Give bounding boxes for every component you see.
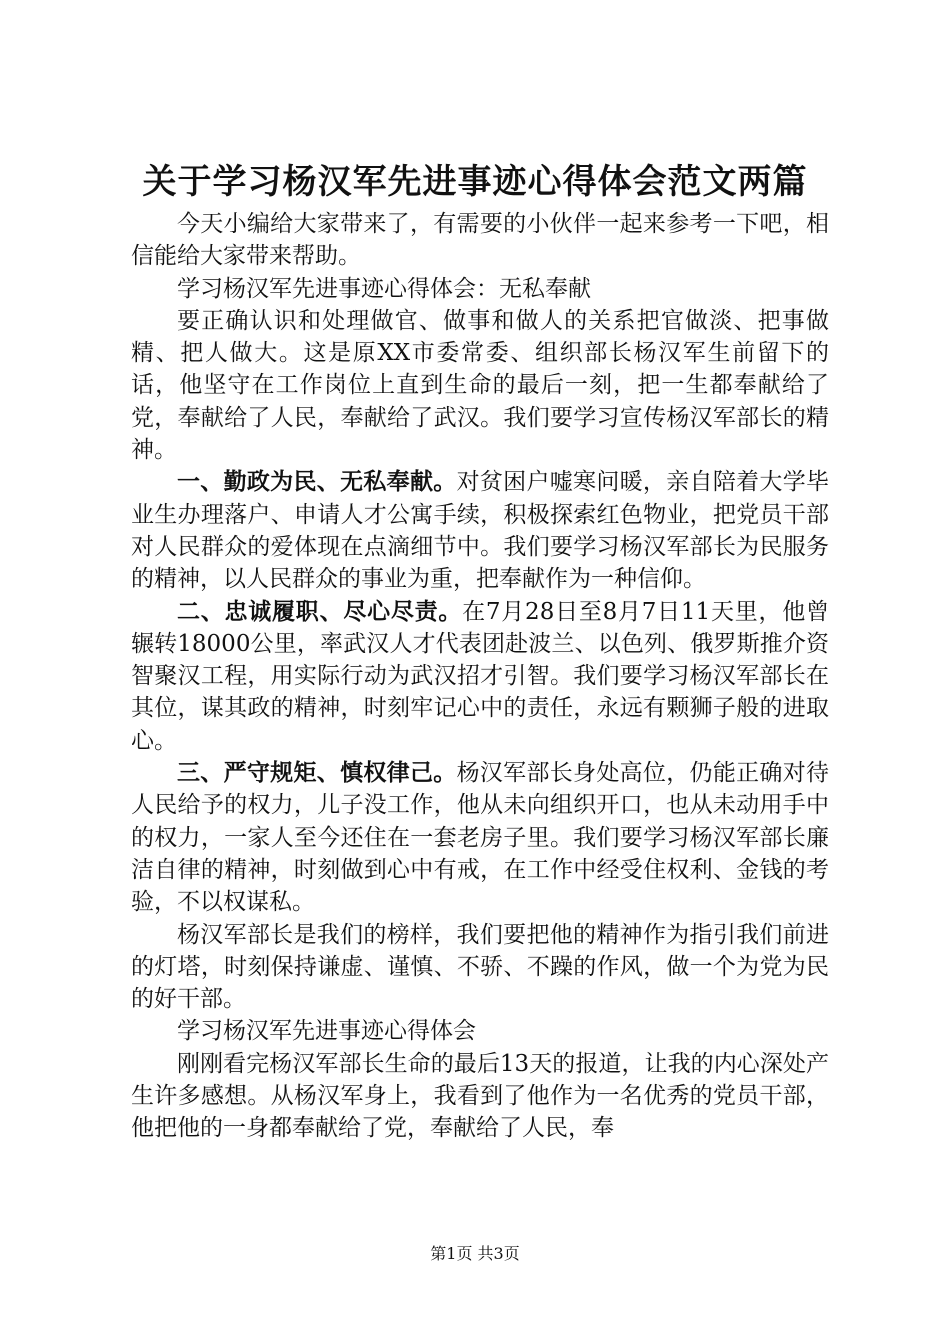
point-paragraph-2 [131,596,829,757]
paragraph-text: 学习杨汉军先进事迹心得体会：无私奉献 [177,275,591,302]
point-paragraph-3 [131,757,829,918]
intro-paragraph [131,208,829,273]
paragraph-text: 要正确认识和处理做官、做事和做人的关系把官做淡、把事做精、把人做大。这是原XX市委常委、组织部长杨汉军生前留下的话，他坚守在工作岗位上直到生命的最后一刻，把一生都奉献给了党，奉献给了人民，奉献给了武汉。我们要学习宣传杨汉军部长的精神。 [131,307,829,464]
paragraph-text: 对贫困户嘘寒问暖，亲自陪着大学毕业生办理落户、申请人才公寓手续，积极探索红色物业，把党员干部对人民群众的爱体现在点滴细节中。我们要学习杨汉军部长为民服务的精神，以人民群众的事业为重，把奉献作为一种信仰。 [131,469,830,593]
document-body [131,208,829,1145]
page-footer: 第1页 共3页 [430,1244,520,1263]
paragraph-text: 在7月28日至8月7日11天里，他曾辗转18000公里，率武汉人才代表团赴波兰、以色列、俄罗斯推介资智聚汉工程，用实际行动为武汉招才引智。我们要学习杨汉军部长在其位，谋其政的精神，时刻牢记心中的责任，永远有颗狮子般的进取心。 [131,598,829,754]
paragraph-text: 杨汉军部长是我们的榜样，我们要把他的精神作为指引我们前进的灯塔，时刻保持谦虚、谨慎、不骄、不躁的作风，做一个为党为民的好干部。 [131,921,829,1013]
point-heading: 一、勤政为民、无私奉献。 [177,468,457,496]
point-heading: 二、忠诚履职、尽心尽责。 [177,597,463,625]
point-paragraph-1 [131,466,829,595]
conclusion-paragraph [131,919,829,1016]
section-subtitle-1 [131,273,829,305]
paragraph-text: 今天小编给大家带来了，有需要的小伙伴一起来参考一下吧，相信能给大家带来帮助。 [131,211,829,270]
paragraph-text: 学习杨汉军先进事迹心得体会 [177,1018,476,1045]
point-heading: 三、严守规矩、慎权律己。 [177,759,457,787]
paragraph-text: 杨汉军部长身处高位，仍能正确对待人民给予的权力，儿子没工作，他从未向组织开口，也从未动用手中的权力，一家人至今还住在一套老房子里。我们要学习杨汉军部长廉洁自律的精神，时刻做到心中有戒，在工作中经受住权利、金钱的考验，不以权谋私。 [131,760,830,916]
document-title: 关于学习杨汉军先进事迹心得体会范文两篇 [142,162,808,202]
body-paragraph [131,305,829,466]
body-paragraph [131,1048,829,1145]
paragraph-text: 刚刚看完杨汉军部长生命的最后13天的报道，让我的内心深处产生许多感想。从杨汉军身上，我看到了他作为一名优秀的党员干部，他把他的一身都奉献给了党，奉献给了人民，奉 [131,1050,829,1142]
section-subtitle-2 [131,1015,829,1047]
